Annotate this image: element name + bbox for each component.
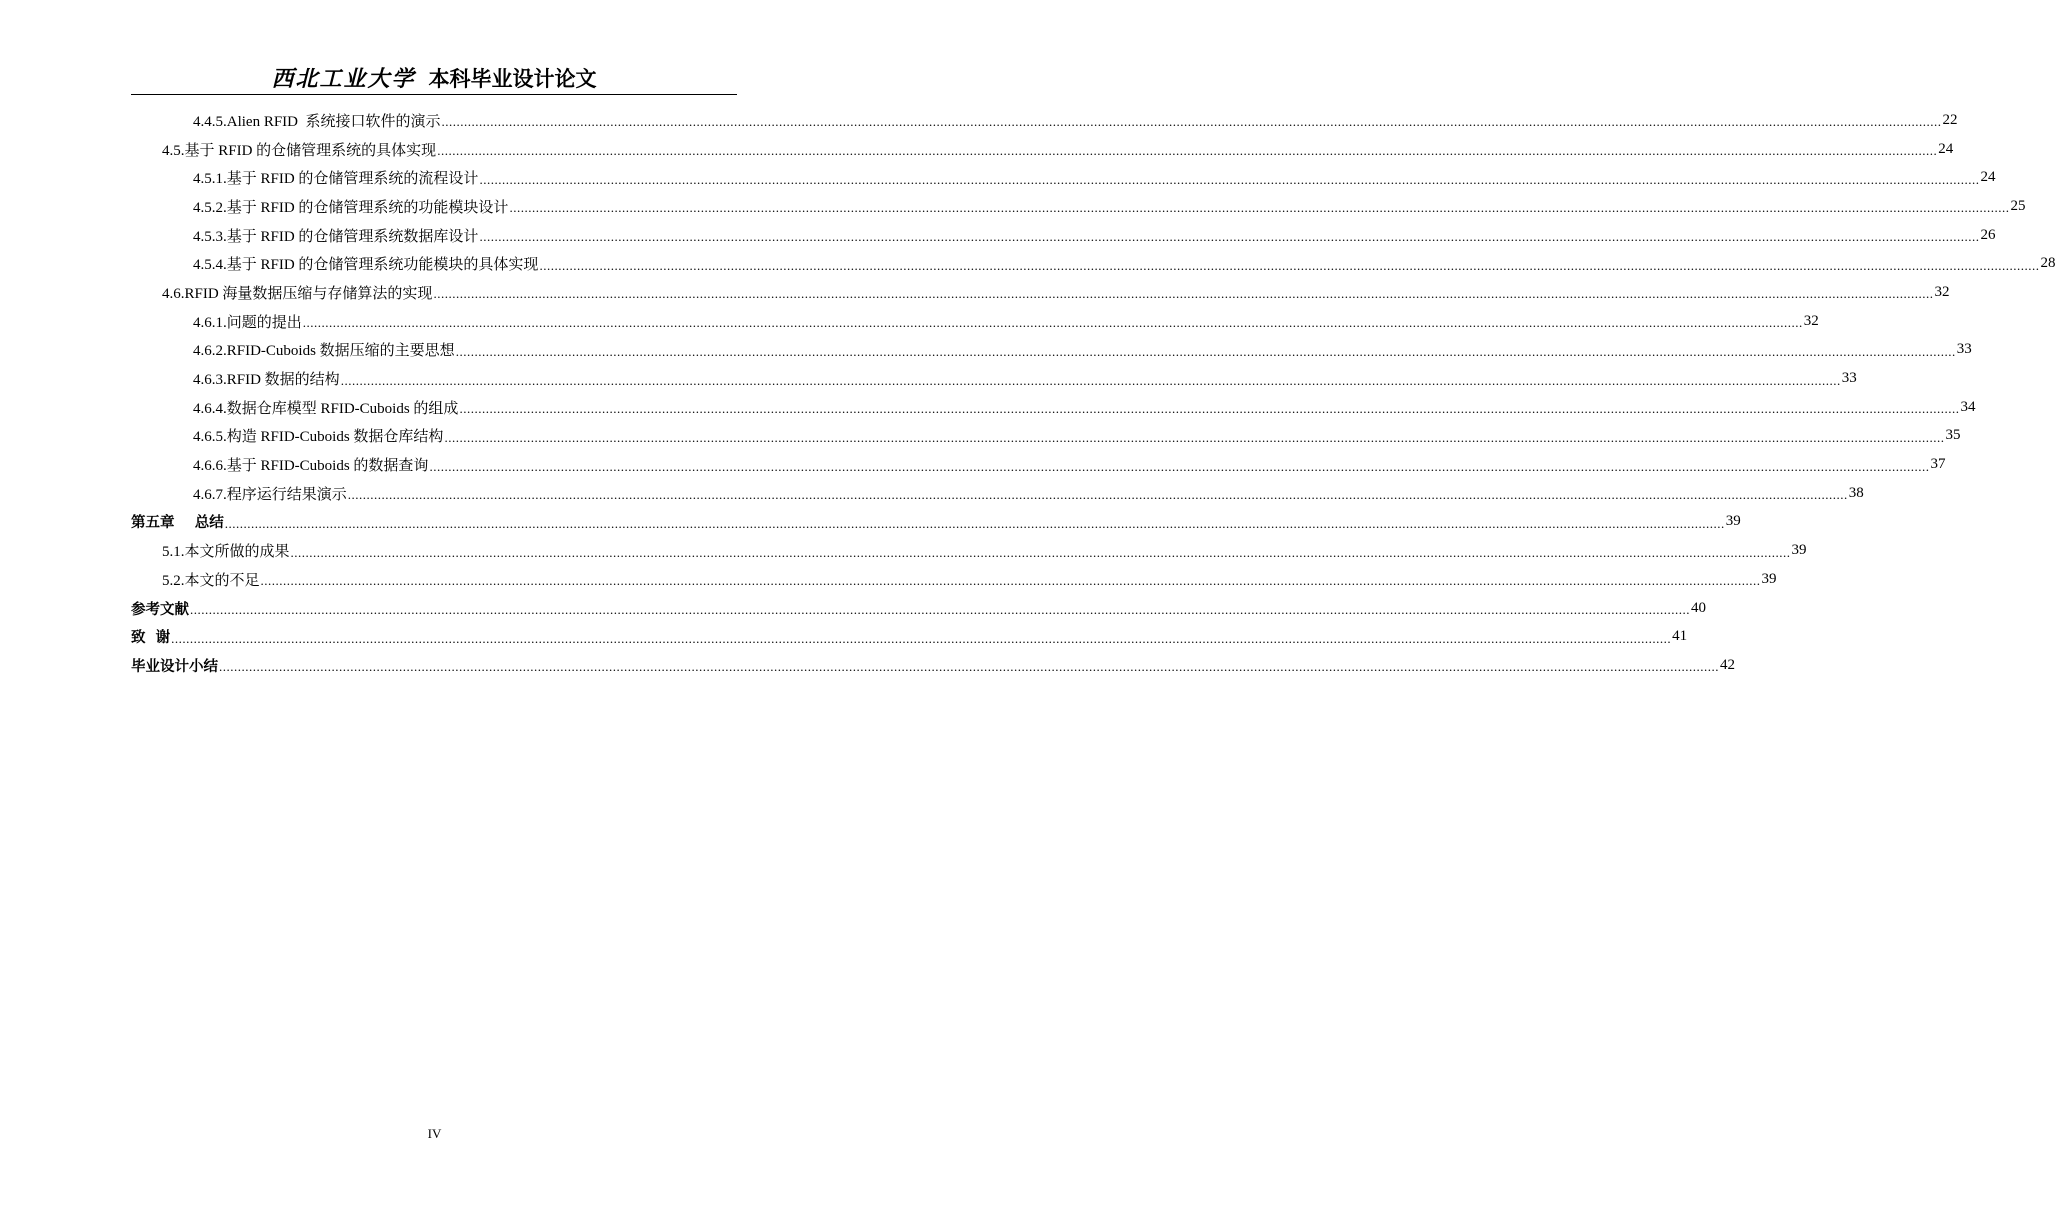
toc-entry-title: 4.6.RFID 海量数据压缩与存储算法的实现 <box>162 285 433 302</box>
toc-entry[interactable] <box>131 622 1688 651</box>
toc-entry-page: 39 <box>1761 570 1777 587</box>
toc-entry-title: 第五章 总结 <box>131 515 224 532</box>
toc-entry-page: 38 <box>1848 484 1864 501</box>
toc-entry-page: 26 <box>1980 226 1996 243</box>
toc-entry-title: 4.5.1.基于 RFID 的仓储管理系统的流程设计 <box>193 171 479 188</box>
toc-entry-title: 4.6.4.数据仓库模型 RFID-Cuboids 的组成 <box>193 400 459 417</box>
toc-dot-leader: ................................................................................................................................................................................................................................................................................................................................................................................................................ <box>455 343 1956 359</box>
toc-dot-leader: ................................................................................................................................................................................................................................................................................................................................................................................................................ <box>479 229 1980 245</box>
toc-entry[interactable] <box>131 565 1777 594</box>
toc-entry-page: 33 <box>1956 341 1972 358</box>
toc-entry-page: 37 <box>1930 456 1946 473</box>
toc-entry[interactable] <box>131 106 1958 135</box>
toc-entry[interactable] <box>131 508 1741 537</box>
thesis-label: 本科毕业设计论文 <box>428 67 597 91</box>
toc-entry[interactable] <box>131 163 1996 192</box>
toc-entry-page: 32 <box>1934 283 1950 300</box>
toc-entry-page: 35 <box>1945 427 1961 444</box>
page-number: IV <box>427 1126 442 1141</box>
toc-entry-page: 24 <box>1980 169 1996 186</box>
toc-entry-title: 4.4.5.Alien RFID 系统接口软件的演示 <box>193 113 441 130</box>
toc-dot-leader: ................................................................................................................................................................................................................................................................................................................................................................................................................ <box>302 315 1803 331</box>
toc-entry-title: 4.6.2.RFID-Cuboids 数据压缩的主要思想 <box>193 343 455 360</box>
toc-dot-leader: ................................................................................................................................................................................................................................................................................................................................................................................................................ <box>260 573 1761 589</box>
toc-dot-leader: ................................................................................................................................................................................................................................................................................................................................................................................................................ <box>190 602 1690 618</box>
toc-dot-leader: ................................................................................................................................................................................................................................................................................................................................................................................................................ <box>347 487 1848 503</box>
university-name: 西北工业大学 <box>271 66 416 92</box>
toc-dot-leader: ................................................................................................................................................................................................................................................................................................................................................................................................................ <box>539 257 2040 273</box>
toc-entry-page: 33 <box>1841 370 1857 387</box>
toc-entry-page: 22 <box>1942 111 1958 128</box>
toc-entry-title: 4.6.1.问题的提出 <box>193 314 302 331</box>
toc-entry-title: 4.6.6.基于 RFID-Cuboids 的数据查询 <box>193 458 429 475</box>
toc-entry[interactable] <box>131 594 1706 623</box>
toc-entry-page: 40 <box>1691 599 1706 616</box>
toc-entry-title: 毕业设计小结 <box>131 658 218 675</box>
toc-dot-leader: ................................................................................................................................................................................................................................................................................................................................................................................................................ <box>224 515 1725 531</box>
toc-entry[interactable] <box>131 249 2055 278</box>
toc-entry-title: 4.5.基于 RFID 的仓储管理系统的具体实现 <box>162 142 437 159</box>
toc-dot-leader: ................................................................................................................................................................................................................................................................................................................................................................................................................ <box>437 143 1938 159</box>
toc-entry-page: 24 <box>1938 140 1954 157</box>
toc-entry[interactable] <box>131 450 1946 479</box>
toc-entry-page: 25 <box>2010 197 2026 214</box>
toc-dot-leader: ................................................................................................................................................................................................................................................................................................................................................................................................................ <box>479 171 1980 187</box>
toc-entry-page: 42 <box>1720 656 1735 673</box>
toc-dot-leader: ................................................................................................................................................................................................................................................................................................................................................................................................................ <box>433 286 1934 302</box>
toc-entry-title: 4.6.3.RFID 数据的结构 <box>193 372 340 389</box>
toc-entry[interactable] <box>131 221 1996 250</box>
toc-entry-page: 28 <box>2040 255 2055 272</box>
toc-entry-title: 4.6.5.构造 RFID-Cuboids 数据仓库结构 <box>193 429 444 446</box>
toc-dot-leader: ................................................................................................................................................................................................................................................................................................................................................................................................................ <box>459 401 1960 417</box>
toc-entry-title: 5.1.本文所做的成果 <box>162 544 290 561</box>
toc-entry[interactable] <box>131 422 1961 451</box>
toc-entry-page: 41 <box>1672 628 1688 645</box>
toc-entry[interactable] <box>131 536 1807 565</box>
toc-entry-page: 39 <box>1791 542 1807 559</box>
toc-entry-page: 32 <box>1803 312 1819 329</box>
toc-entry-title: 致 谢 <box>131 630 171 647</box>
toc-entry[interactable] <box>131 364 1857 393</box>
toc-entry[interactable] <box>131 307 1819 336</box>
toc-entry[interactable] <box>131 479 1864 508</box>
toc-entry-title: 参考文献 <box>131 601 189 618</box>
toc-entry[interactable] <box>131 393 1976 422</box>
toc-dot-leader: ................................................................................................................................................................................................................................................................................................................................................................................................................ <box>441 114 1942 130</box>
toc-dot-leader: ................................................................................................................................................................................................................................................................................................................................................................................................................ <box>429 458 1930 474</box>
toc-entry[interactable] <box>131 192 2026 221</box>
table-of-contents <box>131 106 2055 680</box>
toc-dot-leader: ................................................................................................................................................................................................................................................................................................................................................................................................................ <box>444 429 1945 445</box>
toc-entry-title: 4.6.7.程序运行结果演示 <box>193 486 347 503</box>
toc-dot-leader: ................................................................................................................................................................................................................................................................................................................................................................................................................ <box>290 544 1791 560</box>
toc-entry-title: 4.5.2.基于 RFID 的仓储管理系统的功能模块设计 <box>193 199 509 216</box>
toc-dot-leader: ................................................................................................................................................................................................................................................................................................................................................................................................................ <box>171 630 1672 646</box>
page-header <box>131 62 737 95</box>
toc-entry-title: 4.5.3.基于 RFID 的仓储管理系统数据库设计 <box>193 228 479 245</box>
toc-entry-page: 39 <box>1725 513 1741 530</box>
toc-entry-title: 4.5.4.基于 RFID 的仓储管理系统功能模块的具体实现 <box>193 257 539 274</box>
toc-dot-leader: ................................................................................................................................................................................................................................................................................................................................................................................................................ <box>509 200 2010 216</box>
toc-entry-page: 34 <box>1960 398 1976 415</box>
toc-dot-leader: ................................................................................................................................................................................................................................................................................................................................................................................................................ <box>219 659 1719 675</box>
toc-entry[interactable] <box>131 336 1972 365</box>
toc-entry[interactable] <box>131 135 1954 164</box>
toc-entry[interactable] <box>131 651 1735 680</box>
toc-dot-leader: ................................................................................................................................................................................................................................................................................................................................................................................................................ <box>340 372 1841 388</box>
toc-entry[interactable] <box>131 278 1950 307</box>
toc-entry-title: 5.2.本文的不足 <box>162 572 260 589</box>
